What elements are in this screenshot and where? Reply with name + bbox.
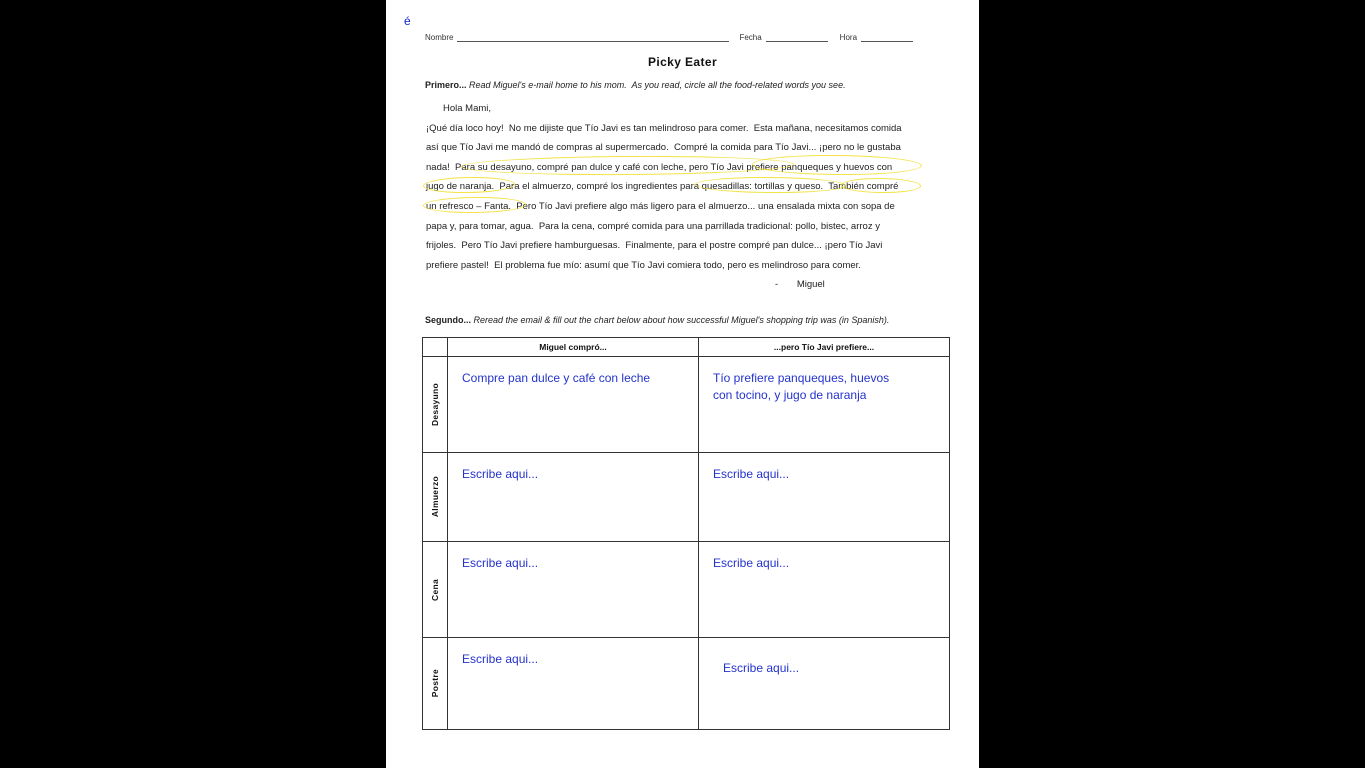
email-line: un refresco – Fanta. Pero Tío Javi prefiere algo más ligero para el almuerzo... una ensalada mixta con sopa de <box>426 200 895 212</box>
nombre-blank-line[interactable] <box>457 33 729 42</box>
email-greeting: Hola Mami, <box>443 103 492 114</box>
cell-almuerzo-compro[interactable] <box>448 453 699 542</box>
segundo-text: Reread the email & fill out the chart below about how successful Miguel's shopping trip was (in Spanish). <box>471 315 890 325</box>
primero-text: Read Miguel's e-mail home to his mom. As you read, circle all the food-related words you see. <box>466 80 846 90</box>
answer-text[interactable]: Compre pan dulce y café con leche <box>462 371 651 385</box>
stray-typed-char[interactable]: é <box>404 14 411 28</box>
name-date-header <box>425 33 913 42</box>
email-line: papa y, para tomar, agua. Para la cena, compré comida para una parrillada tradicional: pollo, bistec, arroz y <box>426 220 880 232</box>
page-title: Picky Eater <box>647 55 718 69</box>
row-label-postre: Postre <box>430 669 440 698</box>
answer-placeholder[interactable]: Escribe aqui... <box>462 556 539 570</box>
fecha-blank-line[interactable] <box>766 33 828 42</box>
cell-postre-compro[interactable] <box>448 638 699 730</box>
email-line: nada! Para su desayuno, compré pan dulce y café con leche, pero Tío Javi prefiere panqueques y huevos con <box>426 161 893 173</box>
cell-cena-compro[interactable] <box>448 542 699 638</box>
signature-name: Miguel <box>796 279 825 291</box>
col-header-prefiere: ...pero Tío Javi prefiere... <box>699 338 950 357</box>
answer-placeholder[interactable]: Escribe aqui... <box>462 467 539 481</box>
email-line: así que Tío Javi me mandó de compras al supermercado. Compré la comida para Tío Javi... ¡pero no le gustaba <box>426 142 901 154</box>
cell-postre-prefiere[interactable] <box>699 638 950 730</box>
chart-table <box>422 337 950 730</box>
segundo-label: Segundo... <box>425 315 471 325</box>
table-corner-cell <box>423 338 448 357</box>
answer-placeholder[interactable]: Escribe aqui... <box>713 467 790 481</box>
cell-desayuno-prefiere[interactable] <box>699 357 950 453</box>
email-line: ¡Qué día loco hoy! No me dijiste que Tío Javi es tan melindroso para comer. Esta mañana, necesitamos comida <box>426 122 902 134</box>
email-line: prefiere pastel! El problema fue mío: asumí que Tío Javi comiera todo, pero es melindroso para comer. <box>426 259 861 271</box>
row-label-desayuno: Desayuno <box>430 382 440 427</box>
primero-label: Primero... <box>425 80 467 90</box>
row-label-cell <box>423 453 448 542</box>
answer-placeholder[interactable]: Escribe aqui... <box>713 556 790 570</box>
primero-instructions <box>425 80 846 90</box>
email-body <box>426 99 926 295</box>
cell-cena-prefiere[interactable] <box>699 542 950 638</box>
row-label-cell <box>423 542 448 638</box>
row-label-cell <box>423 638 448 730</box>
email-signature <box>426 275 926 295</box>
nombre-label: Nombre <box>425 33 454 42</box>
answer-text[interactable]: Tío prefiere panqueques, huevos con tocino, y jugo de naranja <box>713 371 890 402</box>
row-label-cena: Cena <box>430 578 440 601</box>
answer-placeholder[interactable]: Escribe aqui... <box>462 652 539 666</box>
row-label-almuerzo: Almuerzo <box>430 476 440 518</box>
hora-label: Hora <box>839 33 858 42</box>
segundo-instructions <box>425 315 889 325</box>
row-label-cell <box>423 357 448 453</box>
signature-dash: - <box>775 279 779 291</box>
col-header-compro: Miguel compró... <box>448 338 699 357</box>
email-line: frijoles. Pero Tío Javi prefiere hamburguesas. Finalmente, para el postre compré pan dulce... ¡pero Tío Javi <box>426 240 883 252</box>
answer-placeholder[interactable]: Escribe aqui... <box>723 661 800 675</box>
cell-almuerzo-prefiere[interactable] <box>699 453 950 542</box>
cell-desayuno-compro[interactable] <box>448 357 699 453</box>
fecha-label: Fecha <box>739 33 762 42</box>
hora-blank-line[interactable] <box>861 33 913 42</box>
email-line: jugo de naranja. Para el almuerzo, compré los ingredientes para quesadillas: tortillas y queso. También compré <box>426 181 899 193</box>
worksheet-page <box>386 0 979 768</box>
